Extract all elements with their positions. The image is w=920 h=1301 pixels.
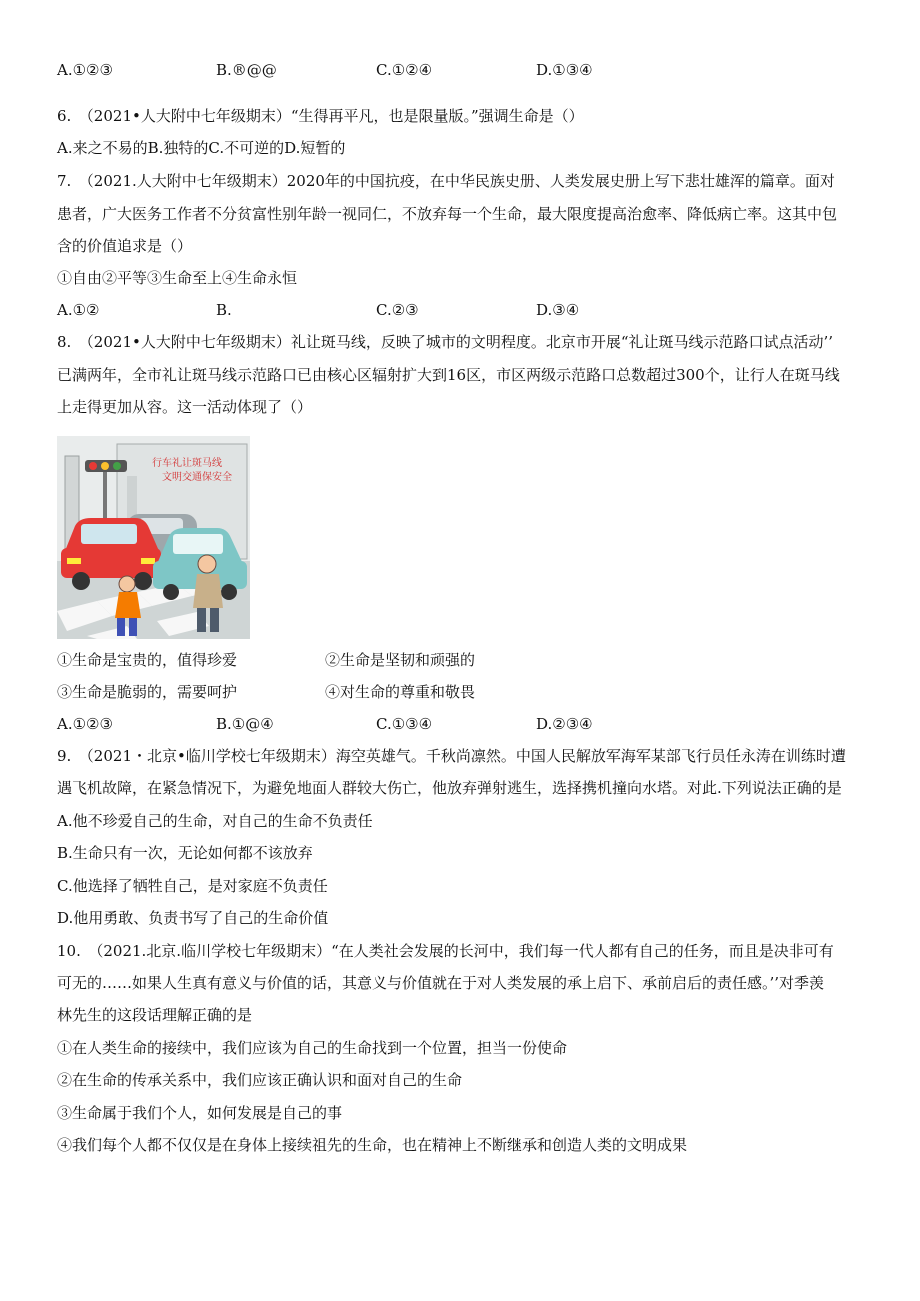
q9-stem-line-2: 遇飞机故障，在紧急情况下，为避免地面人群较大伤亡，他放弃弹射逃生，选择携机撞向水塔。对此.下列说法正确的是 <box>57 779 842 797</box>
q7-choices: ①自由②平等③生命至上④生命永恒 <box>57 269 298 287</box>
q7-stem-line-2: 患者，广大医务工作者不分贫富性别年龄一视同仁，不放弃每一个生命，最大限度提高治愈率、降低病亡率。这其中包 <box>57 205 838 223</box>
sign-text-line-2: 文明交通保安全 <box>162 472 232 483</box>
q8-stem-line-1: 8. （2021•人大附中七年级期末）礼让斑马线，反映了城市的文明程度。北京市开展“礼让斑马线示范路口试点活动’’ <box>57 333 834 351</box>
q10-stem-line-1: 10. （2021.北京.临川学校七年级期末）“在人类社会发展的长河中，我们每一代人都有自己的任务，而且是决非可有 <box>57 942 834 960</box>
q7-stem-line-3: 含的价值追求是（） <box>57 237 193 255</box>
q5-option-c: C.①②④ <box>376 61 433 79</box>
q8-stem-line-3: 上走得更加从容。这一活动体现了（） <box>57 398 313 416</box>
q10-choice-2: ②在生命的传承关系中，我们应该正确认识和面对自己的生命 <box>57 1071 463 1089</box>
q8-choice-4: ④对生命的尊重和敬畏 <box>325 683 476 701</box>
zebra-crossing-illustration <box>57 436 250 639</box>
q9-option-a: A.他不珍爱自己的生命，对自己的生命不负责任 <box>57 812 373 830</box>
q8-option-a: A.①②③ <box>57 715 113 733</box>
q5-option-b: B.®@@ <box>216 61 277 79</box>
q8-option-d: D.②③④ <box>536 715 593 733</box>
sign-text-line-1: 行车礼让斑马线 <box>152 458 222 469</box>
q9-option-d: D.他用勇敢、负责书写了自己的生命价值 <box>57 909 329 927</box>
q8-stem-line-2: 已满两年，全市礼让斑马线示范路口已由核心区辐射扩大到16区，市区两级示范路口总数超过300个，让行人在斑马线 <box>57 366 840 384</box>
q9-option-b: B.生命只有一次，无论如何都不该放弃 <box>57 844 313 862</box>
q10-stem-line-3: 林先生的这段话理解正确的是 <box>57 1006 253 1024</box>
q10-choice-4: ④我们每个人都不仅仅是在身体上接续祖先的生命，也在精神上不断继承和创造人类的文明成果 <box>57 1136 688 1154</box>
q8-choice-2: ②生命是坚韧和顽强的 <box>325 651 476 669</box>
q10-stem-line-2: 可无的……如果人生真有意义与价值的话，其意义与价值就在于对人类发展的承上启下、承前启后的责任感。’’对季羡 <box>57 974 825 992</box>
q8-choice-1: ①生命是宝贵的，值得珍爱 <box>57 651 238 669</box>
q10-choice-1: ①在人类生命的接续中，我们应该为自己的生命找到一个位置，担当一份使命 <box>57 1039 568 1057</box>
q5-option-d: D.①③④ <box>536 61 593 79</box>
q10-choice-3: ③生命属于我们个人，如何发展是自己的事 <box>57 1104 343 1122</box>
q7-stem-line-1: 7. （2021.人大附中七年级期末）2020年的中国抗疫，在中华民族史册、人类发展史册上写下悲壮雄浑的篇章。面对 <box>57 172 835 190</box>
q8-option-b: B.①@④ <box>216 715 274 733</box>
q9-stem-line-1: 9. （2021・北京•临川学校七年级期末）海空英雄气。千秋尚凛然。中国人民解放军海军某部飞行员任永涛在训练时遭 <box>57 747 846 765</box>
q7-option-b: B. <box>216 301 232 319</box>
q8-option-c: C.①③④ <box>376 715 433 733</box>
q7-option-d: D.③④ <box>536 301 580 319</box>
q7-option-a: A.①② <box>57 301 100 319</box>
q7-option-c: C.②③ <box>376 301 419 319</box>
q9-option-c: C.他选择了牺牲自己，是对家庭不负责任 <box>57 877 328 895</box>
q6-stem: 6. （2021•人大附中七年级期末）“生得再平凡，也是限量版。”强调生命是（） <box>57 107 584 125</box>
q8-choice-3: ③生命是脆弱的，需要呵护 <box>57 683 238 701</box>
q5-option-a: A.①②③ <box>57 61 113 79</box>
q6-options: A.来之不易的B.独特的C.不可逆的D.短暂的 <box>57 139 346 157</box>
